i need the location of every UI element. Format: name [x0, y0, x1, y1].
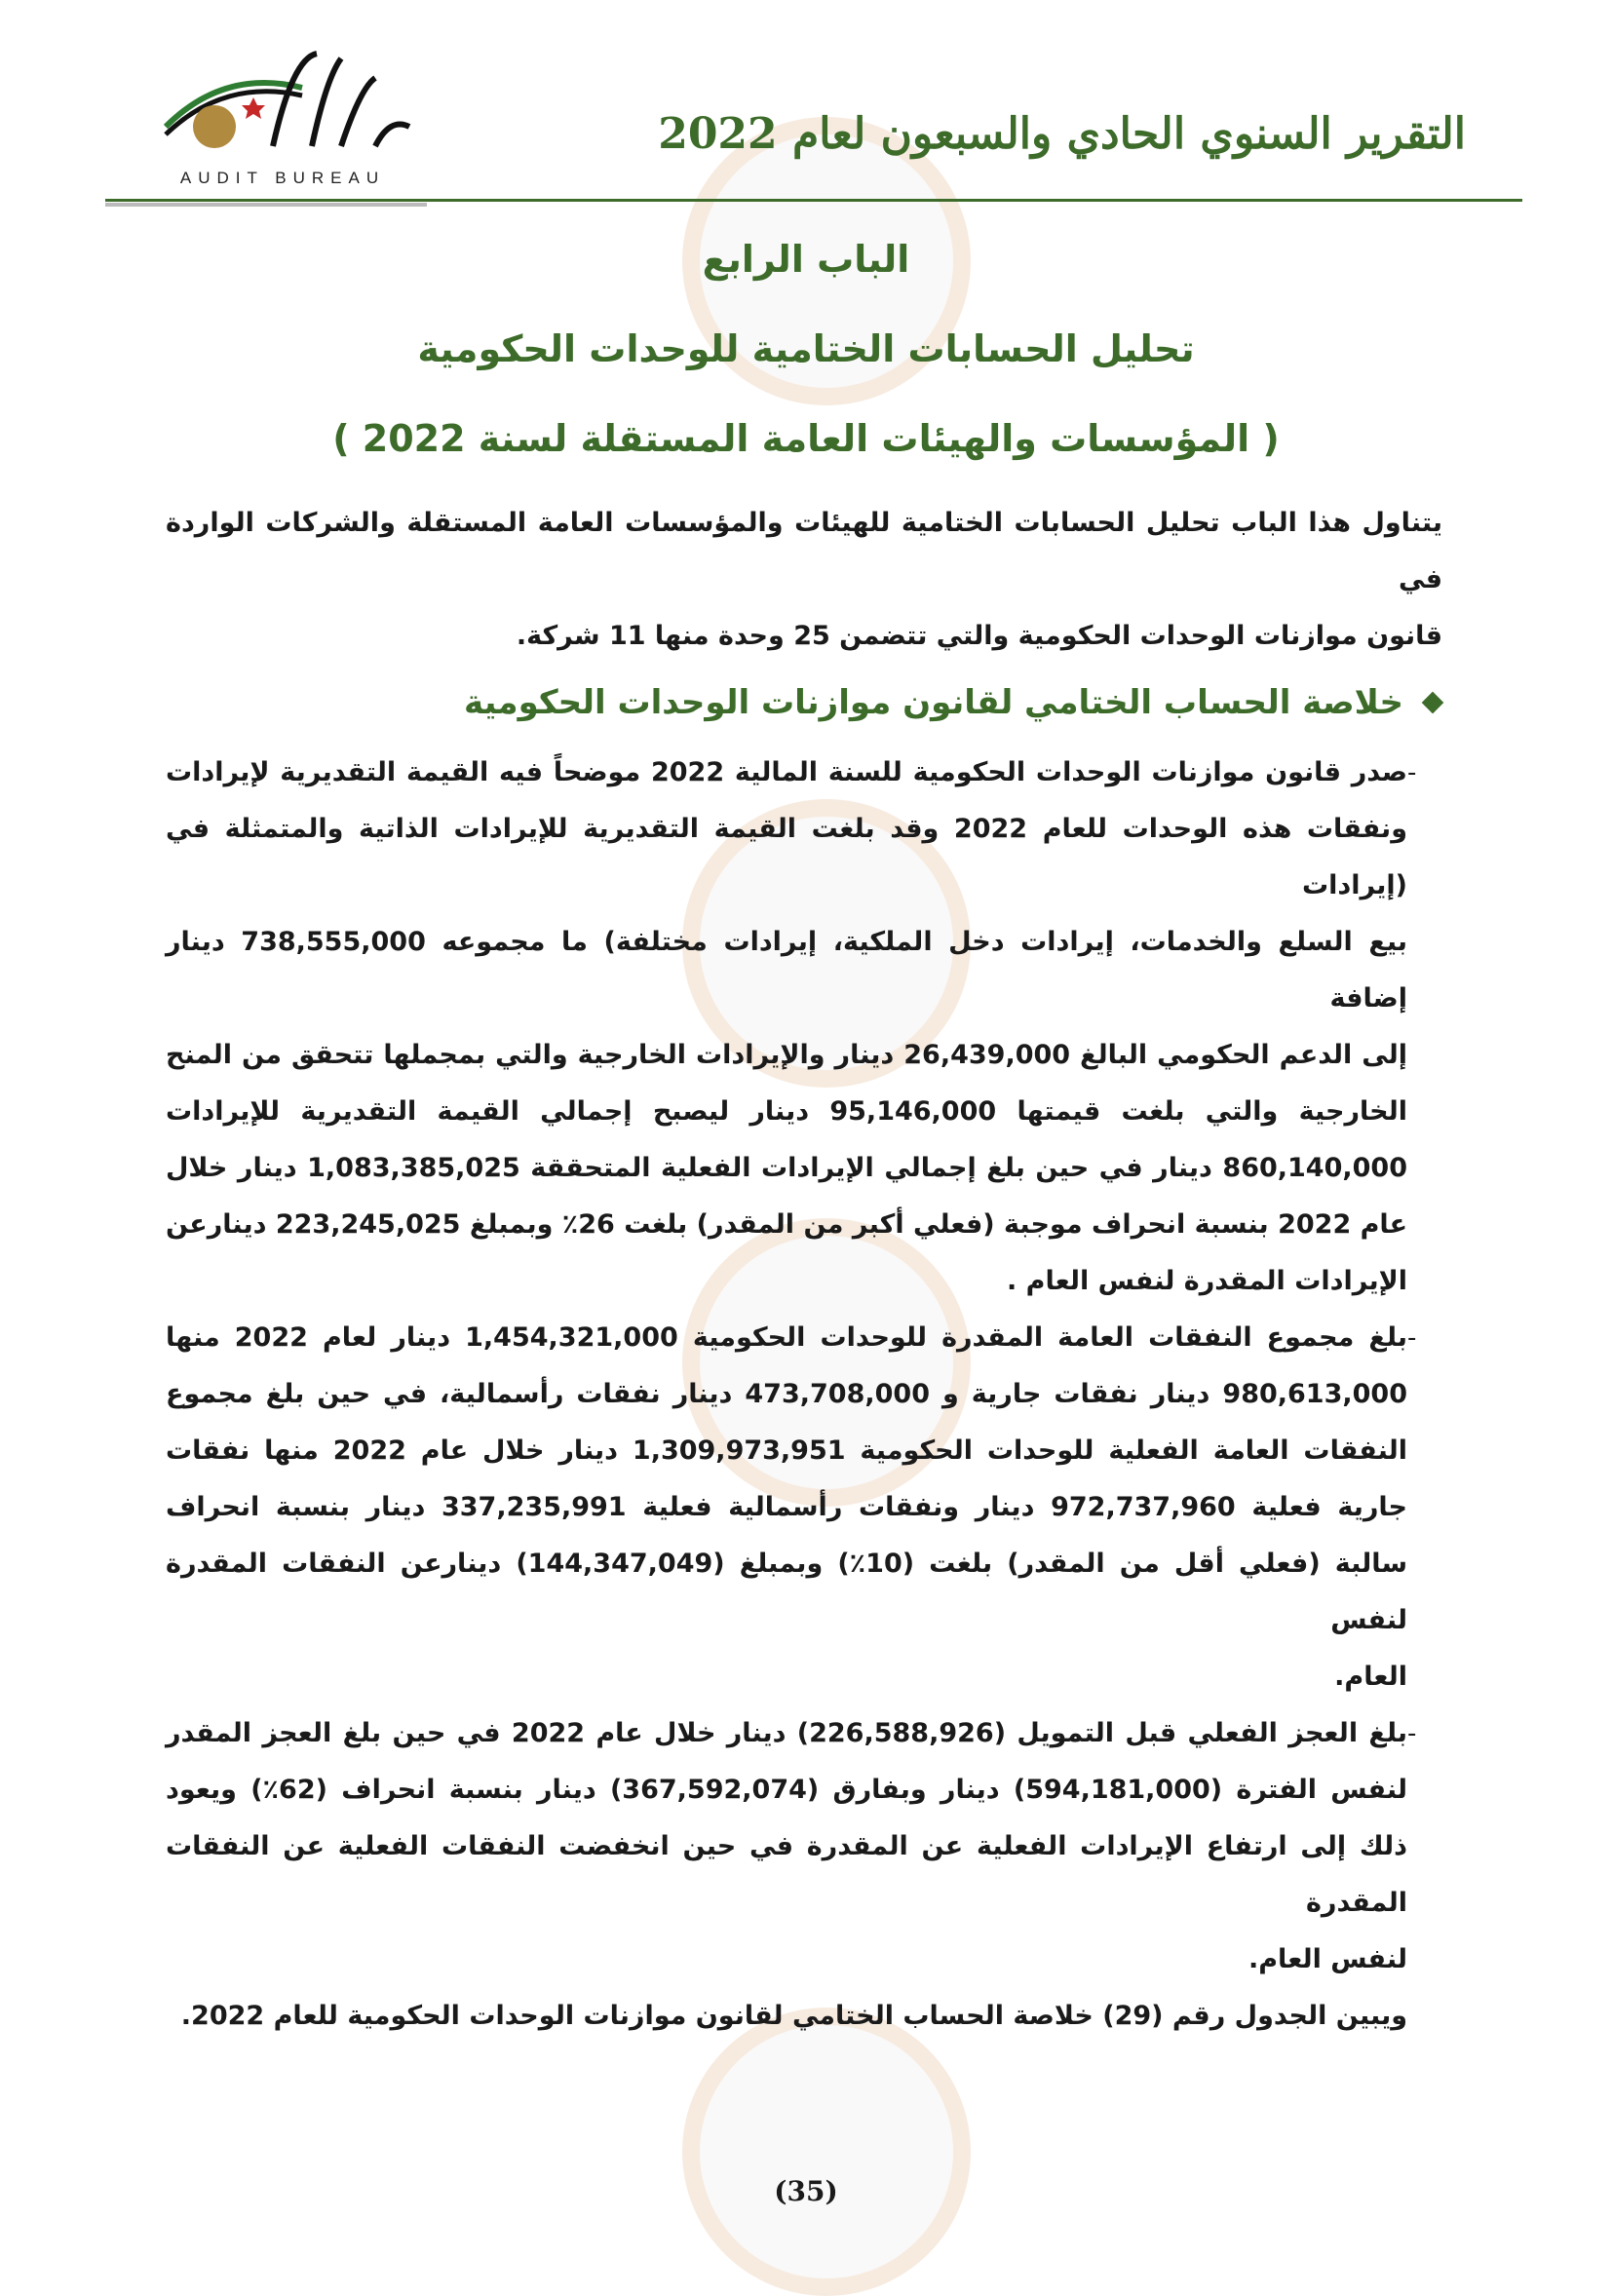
paragraph-line: جارية فعلية 972,737,960 دينار ونفقات رأسمالية فعلية 337,235,991 دينار بنسبة انحراف: [166, 1492, 1407, 1522]
watermark-clock: [682, 2008, 971, 2296]
main-content: [166, 495, 1442, 2045]
paragraph-lines: [166, 1705, 1407, 1988]
paragraph-line: سالبة (فعلي أقل من المقدر) بلغت (10٪) وبمبلغ (144,347,049) دينارعن النفقات المقدرة لنفس: [166, 1549, 1407, 1635]
diamond-bullet-icon: [1422, 692, 1444, 714]
paragraph: [166, 1310, 1442, 1705]
paragraph-line: بلغ مجموع النفقات العامة المقدرة للوحدات الحكومية 1,454,321,000 دينار لعام 2022 منها: [166, 1322, 1408, 1353]
body-paragraphs: [166, 745, 1442, 1988]
paragraph-line: بيع السلع والخدمات، إيرادات دخل الملكية، إيرادات مختلفة) ما مجموعه 738,555,000 دينار إضافة: [166, 927, 1407, 1014]
dash-bullet: -: [1407, 1719, 1417, 1748]
paragraph-line: 980,613,000 دينار نفقات جارية و 473,708,000 دينار نفقات رأسمالية، في حين بلغ مجموع: [166, 1379, 1407, 1409]
logo-text: AUDIT BUREAU: [179, 169, 386, 187]
paragraph-line: لنفس الفترة (594,181,000) دينار وبفارق (367,592,074) دينار بنسبة انحراف (62٪) ويعود: [166, 1775, 1407, 1805]
paragraph-lines: [166, 1310, 1407, 1705]
page-number: (35): [774, 2175, 838, 2207]
paragraph-line: النفقات العامة الفعلية للوحدات الحكومية 1,309,973,951 دينار خلال عام 2022 منها نفقات: [166, 1435, 1407, 1466]
paragraph-line: العام.: [1334, 1662, 1407, 1692]
chapter-subtitle: تحليل الحسابات الختامية للوحدات الحكومية: [417, 327, 1195, 370]
section-heading-row: [166, 678, 1442, 727]
paragraph-line: الخارجية والتي بلغت قيمتها 95,146,000 دينار ليصبح إجمالي القيمة التقديرية للإيرادات: [166, 1096, 1407, 1127]
report-header-title: التقرير السنوي الحادي والسبعون لعام 2022: [658, 109, 1466, 159]
audit-bureau-logo: [146, 49, 419, 166]
dash-bullet: -: [1407, 1323, 1417, 1353]
chapter-subtitle-2: ( المؤسسات والهيئات العامة المستقلة لسنة 2022 ): [332, 417, 1280, 460]
chapter-title: الباب الرابع: [702, 238, 910, 281]
paragraph-line: ونفقات هذه الوحدات للعام 2022 وقد بلغت القيمة التقديرية للإيرادات الذاتية والمتمثلة في (إيرادات: [166, 814, 1407, 900]
closing-text: ويبين الجدول رقم (29) خلاصة الحساب الختامي لقانون موازنات الوحدات الحكومية للعام 2022.: [180, 2001, 1407, 2031]
intro-line: قانون موازنات الوحدات الحكومية والتي تتضمن 25 وحدة منها 11 شركة.: [516, 621, 1442, 651]
paragraph-line: عام 2022 بنسبة انحراف موجبة (فعلي أكبر من المقدر) بلغت 26٪ وبمبلغ 223,245,025 دينارعن: [166, 1209, 1408, 1240]
paragraph-line: صدر قانون موازنات الوحدات الحكومية للسنة المالية 2022 موضحاً فيه القيمة التقديرية لإيرادات: [166, 757, 1407, 787]
paragraph: [166, 1705, 1442, 1988]
paragraph: [166, 745, 1442, 1310]
chapter-titles: [0, 232, 1612, 501]
paragraph-lines: [166, 745, 1407, 1310]
paragraph-line: الإيرادات المقدرة لنفس العام .: [1007, 1266, 1407, 1296]
section-heading: خلاصة الحساب الختامي لقانون موازنات الوحدات الحكومية: [464, 683, 1403, 722]
paragraph-line: ذلك إلى ارتفاع الإيرادات الفعلية عن المقدرة في حين انخفضت النفقات الفعلية عن النفقات المقدرة: [166, 1831, 1407, 1918]
paragraph-line: 860,140,000 دينار في حين بلغ إجمالي الإيرادات الفعلية المتحققة 1,083,385,025 دينار خلال: [166, 1153, 1407, 1183]
header-divider: [105, 199, 1522, 202]
paragraph-line: بلغ العجز الفعلي قبل التمويل (226,588,926) دينار خلال عام 2022 في حين بلغ العجز المقدر: [166, 1718, 1407, 1748]
header-divider-accent: [105, 203, 427, 207]
intro-line: يتناول هذا الباب تحليل الحسابات الختامية للهيئات والمؤسسات العامة المستقلة والشركات الواردة في: [166, 508, 1442, 594]
dash-bullet: -: [1407, 758, 1417, 787]
paragraph-line: لنفس العام.: [1248, 1944, 1407, 1974]
paragraph-line: إلى الدعم الحكومي البالغ 26,439,000 دينار والإيرادات الخارجية والتي بمجملها تتحقق من المنح: [166, 1040, 1407, 1070]
